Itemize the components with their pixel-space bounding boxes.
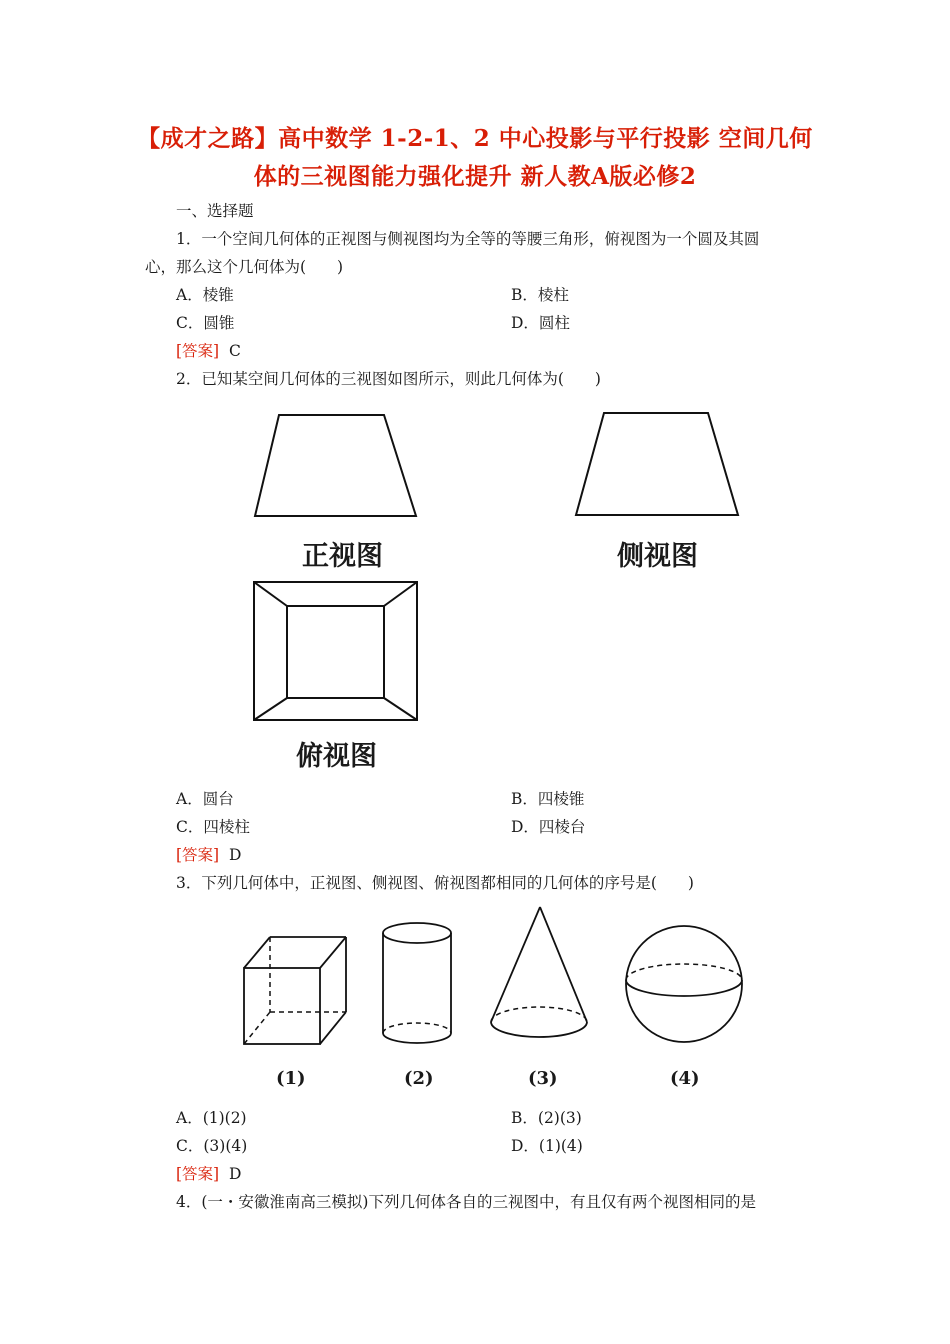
front-view-trapezoid: [252, 412, 422, 522]
q1-option-c: C．圆锥: [176, 314, 235, 332]
q2-answer: [176, 843, 241, 865]
q2-option-d: D．四棱台: [511, 818, 586, 836]
q1-option-b: B．棱柱: [511, 286, 569, 304]
q3-stem: 3．下列几何体中，正视图、侧视图、俯视图都相同的几何体的序号是( ): [176, 874, 694, 892]
q3-answer-tag: [答案]: [176, 1165, 220, 1183]
q2-stem: 2．已知某空间几何体的三视图如图所示，则此几何体为( ): [176, 370, 601, 388]
q2-option-a: A．圆台: [176, 790, 234, 808]
q3-option-b: B．(2)(3): [511, 1109, 582, 1127]
q3-option-a: A．(1)(2): [176, 1109, 247, 1127]
figure-label-4: (4): [670, 1068, 700, 1089]
top-view-frustum: [252, 580, 422, 725]
figure-label-2: (2): [404, 1068, 434, 1089]
q2-answer-value: D: [228, 846, 242, 864]
q2-answer-tag: [答案]: [176, 846, 220, 864]
top-view-label: 俯视图: [296, 741, 377, 772]
sphere-figure: [622, 922, 746, 1046]
cube-figure: [240, 932, 355, 1047]
side-view-trapezoid: [573, 410, 743, 520]
cylinder-figure: [378, 920, 456, 1050]
document-title-line2: 体的三视图能力强化提升 新人教A版必修2: [253, 163, 697, 190]
q1-stem-line2: 心，那么这个几何体为( ): [145, 258, 344, 276]
q1-option-a: A．棱锥: [176, 286, 234, 304]
q3-answer-value: D: [228, 1165, 242, 1183]
q1-answer: [176, 339, 241, 361]
side-view-label: 侧视图: [617, 541, 698, 572]
q1-option-d: D．圆柱: [511, 314, 570, 332]
section-heading: 一、选择题: [176, 202, 254, 220]
q4-stem: 4．(一・安徽淮南高三模拟)下列几何体各自的三视图中，有且仅有两个视图相同的是: [176, 1193, 756, 1211]
figure-label-3: (3): [528, 1068, 558, 1089]
q1-answer-value: C: [228, 342, 241, 360]
cone-figure: [486, 904, 592, 1044]
front-view-label: 正视图: [302, 541, 383, 572]
q1-answer-tag: [答案]: [176, 342, 220, 360]
q3-option-c: C．(3)(4): [176, 1137, 248, 1155]
figure-label-1: (1): [276, 1068, 306, 1089]
document-title-line1: 【成才之路】高中数学 1-2-1、2 中心投影与平行投影 空间几何: [137, 125, 813, 152]
q2-option-b: B．四棱锥: [511, 790, 585, 808]
q2-option-c: C．四棱柱: [176, 818, 250, 836]
q3-option-d: D．(1)(4): [511, 1137, 583, 1155]
q3-answer: [176, 1162, 241, 1184]
q1-stem-line1: 1．一个空间几何体的正视图与侧视图均为全等的等腰三角形，俯视图为一个圆及其圆: [176, 230, 760, 248]
